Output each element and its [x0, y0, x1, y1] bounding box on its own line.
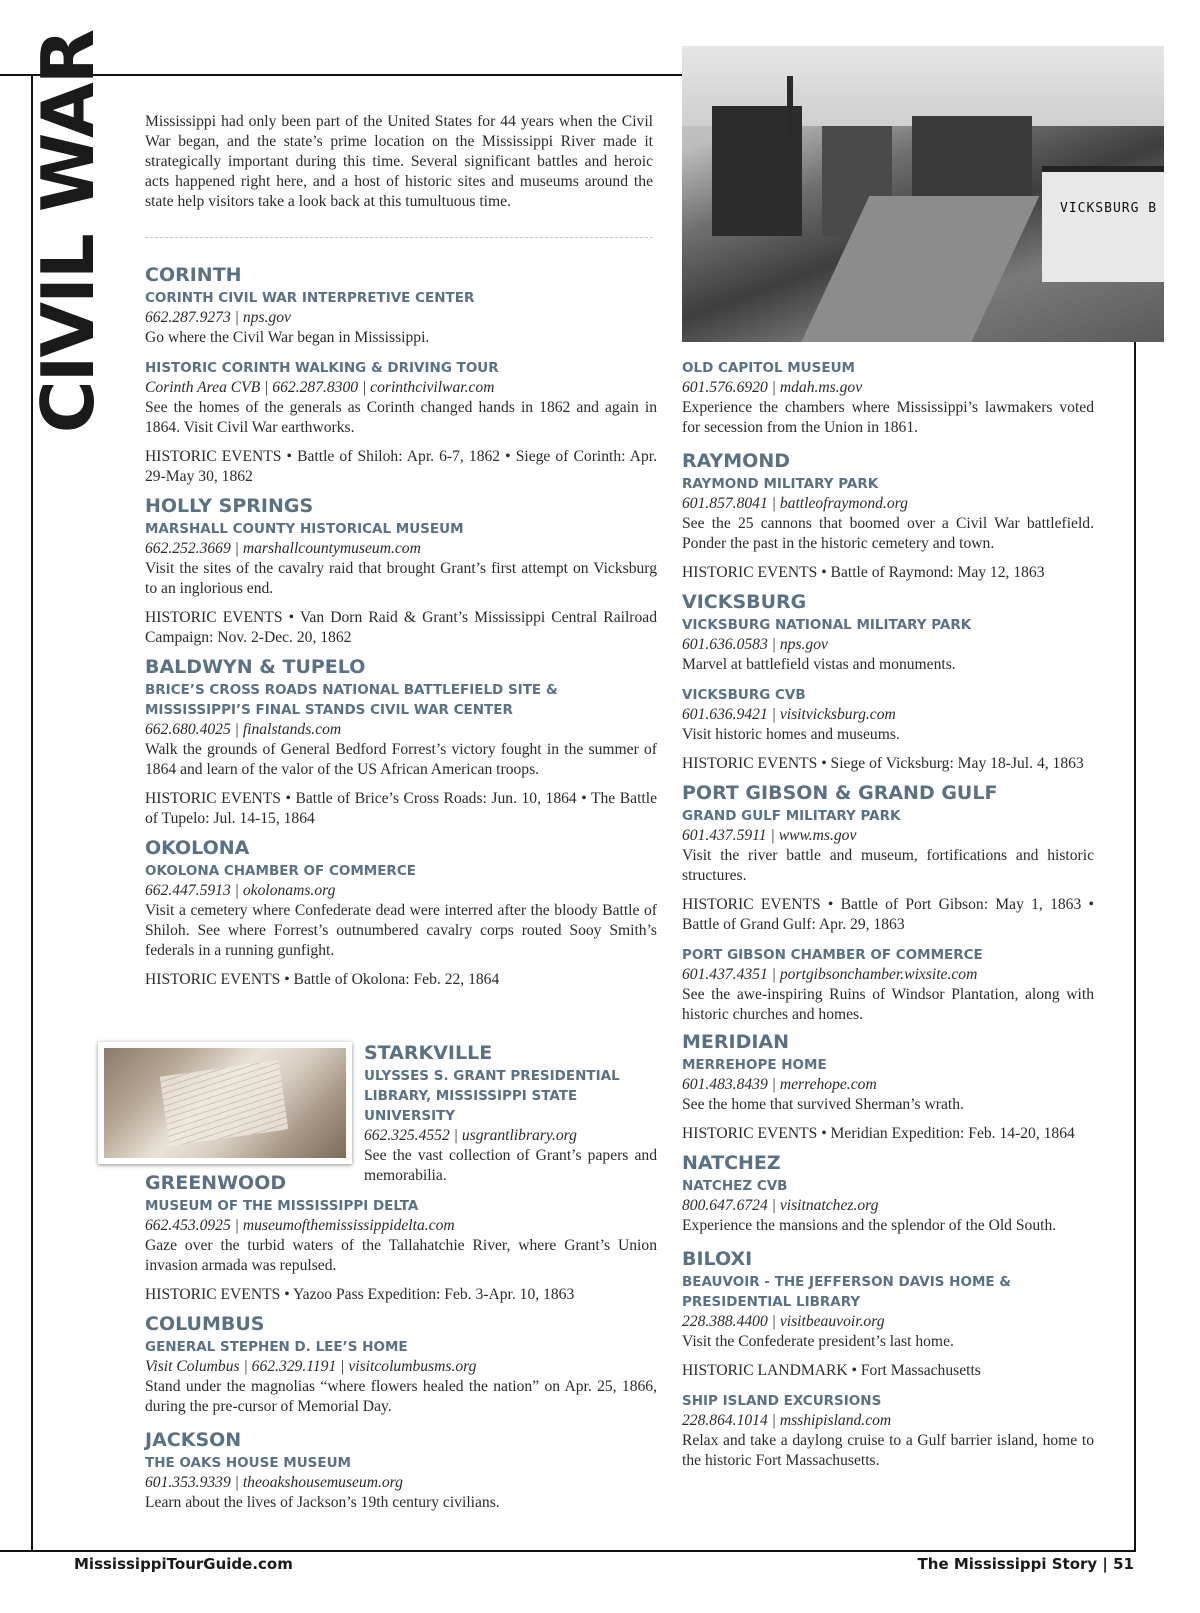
section-holly-springs: [145, 493, 657, 648]
historic-events: HISTORIC EVENTS • Van Dorn Raid & Grant’s Mississippi Central Railroad Campaign: Nov. 2-Dec. 20, 1862: [145, 609, 657, 646]
venue-contact: 662.447.5913 | okolonams.org: [145, 882, 336, 899]
venue-description: Visit historic homes and museums.: [682, 726, 900, 743]
venue-description: Visit the river battle and museum, fortifications and historic structures.: [682, 847, 1094, 884]
venue-description: Relax and take a daylong cruise to a Gulf barrier island, home to the historic Fort Massachusetts.: [682, 1432, 1094, 1469]
historic-events: HISTORIC EVENTS • Meridian Expedition: Feb. 14-20, 1864: [682, 1125, 1075, 1142]
dashed-divider: [145, 237, 653, 238]
city-heading: NATCHEZ: [682, 1152, 781, 1174]
venue-description: Experience the mansions and the splendor of the Old South.: [682, 1217, 1057, 1234]
city-heading: BILOXI: [682, 1248, 753, 1270]
city-heading: VICKSBURG: [682, 591, 807, 613]
venue-contact: Visit Columbus | 662.329.1191 | visitcolumbusms.org: [145, 1358, 477, 1375]
section-starkville: [364, 1036, 657, 1186]
footer-page-number: The Mississippi Story | 51: [917, 1555, 1134, 1573]
venue-description: See the home that survived Sherman’s wrath.: [682, 1096, 964, 1113]
venue-description: Learn about the lives of Jackson’s 19th century civilians.: [145, 1494, 500, 1511]
venue-name: RAYMOND MILITARY PARK: [682, 476, 879, 492]
photo-sign-text: VICKSBURG B: [1060, 201, 1158, 216]
footer-website: MississippiTourGuide.com: [74, 1555, 293, 1573]
section-corinth: [145, 262, 657, 487]
section-vicksburg: [682, 589, 1094, 774]
venue-description: Visit the sites of the cavalry raid that brought Grant’s first attempt on Vicksburg to an inglorious end.: [145, 560, 657, 597]
venue-name: MERREHOPE HOME: [682, 1057, 827, 1073]
right-column: [682, 358, 1094, 1471]
city-heading: GREENWOOD: [145, 1172, 287, 1194]
historic-landmark: HISTORIC LANDMARK • Fort Massachusetts: [682, 1362, 981, 1379]
venue-name: OKOLONA CHAMBER OF COMMERCE: [145, 863, 416, 879]
venue-name: HISTORIC CORINTH WALKING & DRIVING TOUR: [145, 360, 499, 376]
venue-contact: Corinth Area CVB | 662.287.8300 | corinthcivilwar.com: [145, 379, 495, 396]
venue-contact: 662.325.4552 | usgrantlibrary.org: [364, 1127, 577, 1144]
venue-contact: 228.388.4400 | visitbeauvoir.org: [682, 1313, 885, 1330]
left-column: [145, 258, 657, 996]
city-heading: HOLLY SPRINGS: [145, 495, 314, 517]
venue-contact: 601.636.9421 | visitvicksburg.com: [682, 706, 896, 723]
venue-name: VICKSBURG CVB: [682, 687, 806, 703]
venue-name: MARSHALL COUNTY HISTORICAL MUSEUM: [145, 521, 464, 537]
venue-name: CORINTH CIVIL WAR INTERPRETIVE CENTER: [145, 290, 475, 306]
venue-contact: 662.453.0925 | museumofthemississippidelta.com: [145, 1217, 455, 1234]
venue-contact: 601.576.6920 | mdah.ms.gov: [682, 379, 863, 396]
venue-description: Visit the Confederate president’s last home.: [682, 1333, 954, 1350]
section-old-capitol: [682, 358, 1094, 438]
city-heading: RAYMOND: [682, 450, 791, 472]
grant-papers-photo: [98, 1042, 352, 1164]
venue-contact: 662.252.3669 | marshallcountymuseum.com: [145, 540, 421, 557]
historic-events: HISTORIC EVENTS • Battle of Brice’s Cross Roads: Jun. 10, 1864 • The Battle of Tupelo: Jul. 14-15, 1864: [145, 790, 657, 827]
venue-contact: 601.437.5911 | www.ms.gov: [682, 827, 857, 844]
historic-events: HISTORIC EVENTS • Battle of Okolona: Feb. 22, 1864: [145, 971, 500, 988]
venue-name: VICKSBURG NATIONAL MILITARY PARK: [682, 617, 972, 633]
venue-name: SHIP ISLAND EXCURSIONS: [682, 1393, 882, 1409]
historic-events: HISTORIC EVENTS • Battle of Port Gibson: May 1, 1863 • Battle of Grand Gulf: Apr. 29, 1863: [682, 896, 1094, 933]
venue-description: Gaze over the turbid waters of the Tallahatchie River, where Grant’s Union invasion armada was repulsed.: [145, 1237, 657, 1274]
section-greenwood: [145, 1170, 657, 1305]
venue-contact: 601.437.4351 | portgibsonchamber.wixsite.com: [682, 966, 978, 983]
historic-events: HISTORIC EVENTS • Battle of Shiloh: Apr. 6-7, 1862 • Siege of Corinth: Apr. 29-May 30, 1862: [145, 448, 657, 485]
city-heading: BALDWYN & TUPELO: [145, 656, 366, 678]
venue-contact: 662.680.4025 | finalstands.com: [145, 721, 342, 738]
left-column-lower: [145, 1166, 657, 1513]
venue-description: Marvel at battlefield vistas and monuments.: [682, 656, 956, 673]
venue-name: THE OAKS HOUSE MUSEUM: [145, 1455, 351, 1471]
venue-name: GENERAL STEPHEN D. LEE’S HOME: [145, 1339, 408, 1355]
historic-events: HISTORIC EVENTS • Siege of Vicksburg: May 18-Jul. 4, 1863: [682, 755, 1084, 772]
venue-description: Visit a cemetery where Confederate dead were interred after the bloody Battle of Shiloh. See where Forrest’s outnumbered cavalry corps routed Sooy Smith’s federals in a running gunfight.: [145, 902, 657, 959]
city-heading: JACKSON: [145, 1429, 242, 1451]
section-natchez: [682, 1150, 1094, 1236]
venue-name: OLD CAPITOL MUSEUM: [682, 360, 855, 376]
venue-name: MUSEUM OF THE MISSISSIPPI DELTA: [145, 1198, 419, 1214]
venue-description: Experience the chambers where Mississippi’s lawmakers voted for secession from the Union in 1861.: [682, 399, 1094, 436]
historic-events: HISTORIC EVENTS • Yazoo Pass Expedition: Feb. 3-Apr. 10, 1863: [145, 1286, 575, 1303]
city-heading: MERIDIAN: [682, 1031, 790, 1053]
intro-paragraph: Mississippi had only been part of the United States for 44 years when the Civil War began, and the state’s prime location on the Mississippi River made it strategically important during this time. Several significant battles and heroic acts happened right here, and a host of historic sites and museums around the state help visitors take a look back at this tumultuous time.: [145, 113, 653, 210]
frame-bottom-rule: [0, 1550, 1136, 1552]
venue-name: NATCHEZ CVB: [682, 1178, 788, 1194]
venue-contact: 800.647.6724 | visitnatchez.org: [682, 1197, 879, 1214]
venue-contact: 601.857.8041 | battleofraymond.org: [682, 495, 908, 512]
venue-name: PORT GIBSON CHAMBER OF COMMERCE: [682, 947, 983, 963]
section-jackson: [145, 1427, 657, 1513]
venue-description: See the 25 cannons that boomed over a Civil War battlefield. Ponder the past in the historic cemetery and town.: [682, 515, 1094, 552]
venue-description: See the vast collection of Grant’s papers and memorabilia.: [364, 1147, 657, 1184]
venue-description: Walk the grounds of General Bedford Forrest’s victory fought in the summer of 1864 and learn of the valor of the US African American troops.: [145, 741, 657, 778]
section-meridian: [682, 1029, 1094, 1144]
venue-contact: 601.353.9339 | theoakshousemuseum.org: [145, 1474, 403, 1491]
historic-events: HISTORIC EVENTS • Battle of Raymond: May 12, 1863: [682, 564, 1045, 581]
venue-name: BEAUVOIR - THE JEFFERSON DAVIS HOME & PRESIDENTIAL LIBRARY: [682, 1274, 1012, 1310]
city-heading: CORINTH: [145, 264, 242, 286]
city-heading: PORT GIBSON & GRAND GULF: [682, 782, 998, 804]
venue-name: BRICE’S CROSS ROADS NATIONAL BATTLEFIELD SITE & MISSISSIPPI’S FINAL STANDS CIVIL WAR CENTER: [145, 682, 558, 718]
city-heading: STARKVILLE: [364, 1042, 493, 1064]
city-heading: OKOLONA: [145, 837, 250, 859]
section-raymond: [682, 448, 1094, 583]
venue-contact: 662.287.9273 | nps.gov: [145, 309, 291, 326]
venue-contact: 228.864.1014 | msshipisland.com: [682, 1412, 892, 1429]
section-okolona: [145, 835, 657, 990]
section-port-gibson: [682, 780, 1094, 1025]
venue-description: See the awe-inspiring Ruins of Windsor Plantation, along with historic churches and homes.: [682, 986, 1094, 1023]
section-baldwyn-tupelo: [145, 654, 657, 829]
venue-description: See the homes of the generals as Corinth changed hands in 1862 and again in 1864. Visit Civil War earthworks.: [145, 399, 657, 436]
venue-description: Stand under the magnolias “where flowers healed the nation” on Apr. 25, 1866, during the pre-cursor of Memorial Day.: [145, 1378, 657, 1415]
venue-name: ULYSSES S. GRANT PRESIDENTIAL LIBRARY, MISSISSIPPI STATE UNIVERSITY: [364, 1068, 620, 1124]
vicksburg-historic-photo: [682, 46, 1164, 342]
section-columbus: [145, 1311, 657, 1417]
venue-description: Go where the Civil War began in Mississippi.: [145, 329, 430, 346]
city-heading: COLUMBUS: [145, 1313, 265, 1335]
section-title: CIVIL WAR: [26, 30, 110, 434]
venue-name: GRAND GULF MILITARY PARK: [682, 808, 901, 824]
venue-contact: 601.483.8439 | merrehope.com: [682, 1076, 877, 1093]
section-biloxi: [682, 1246, 1094, 1471]
venue-contact: 601.636.0583 | nps.gov: [682, 636, 828, 653]
